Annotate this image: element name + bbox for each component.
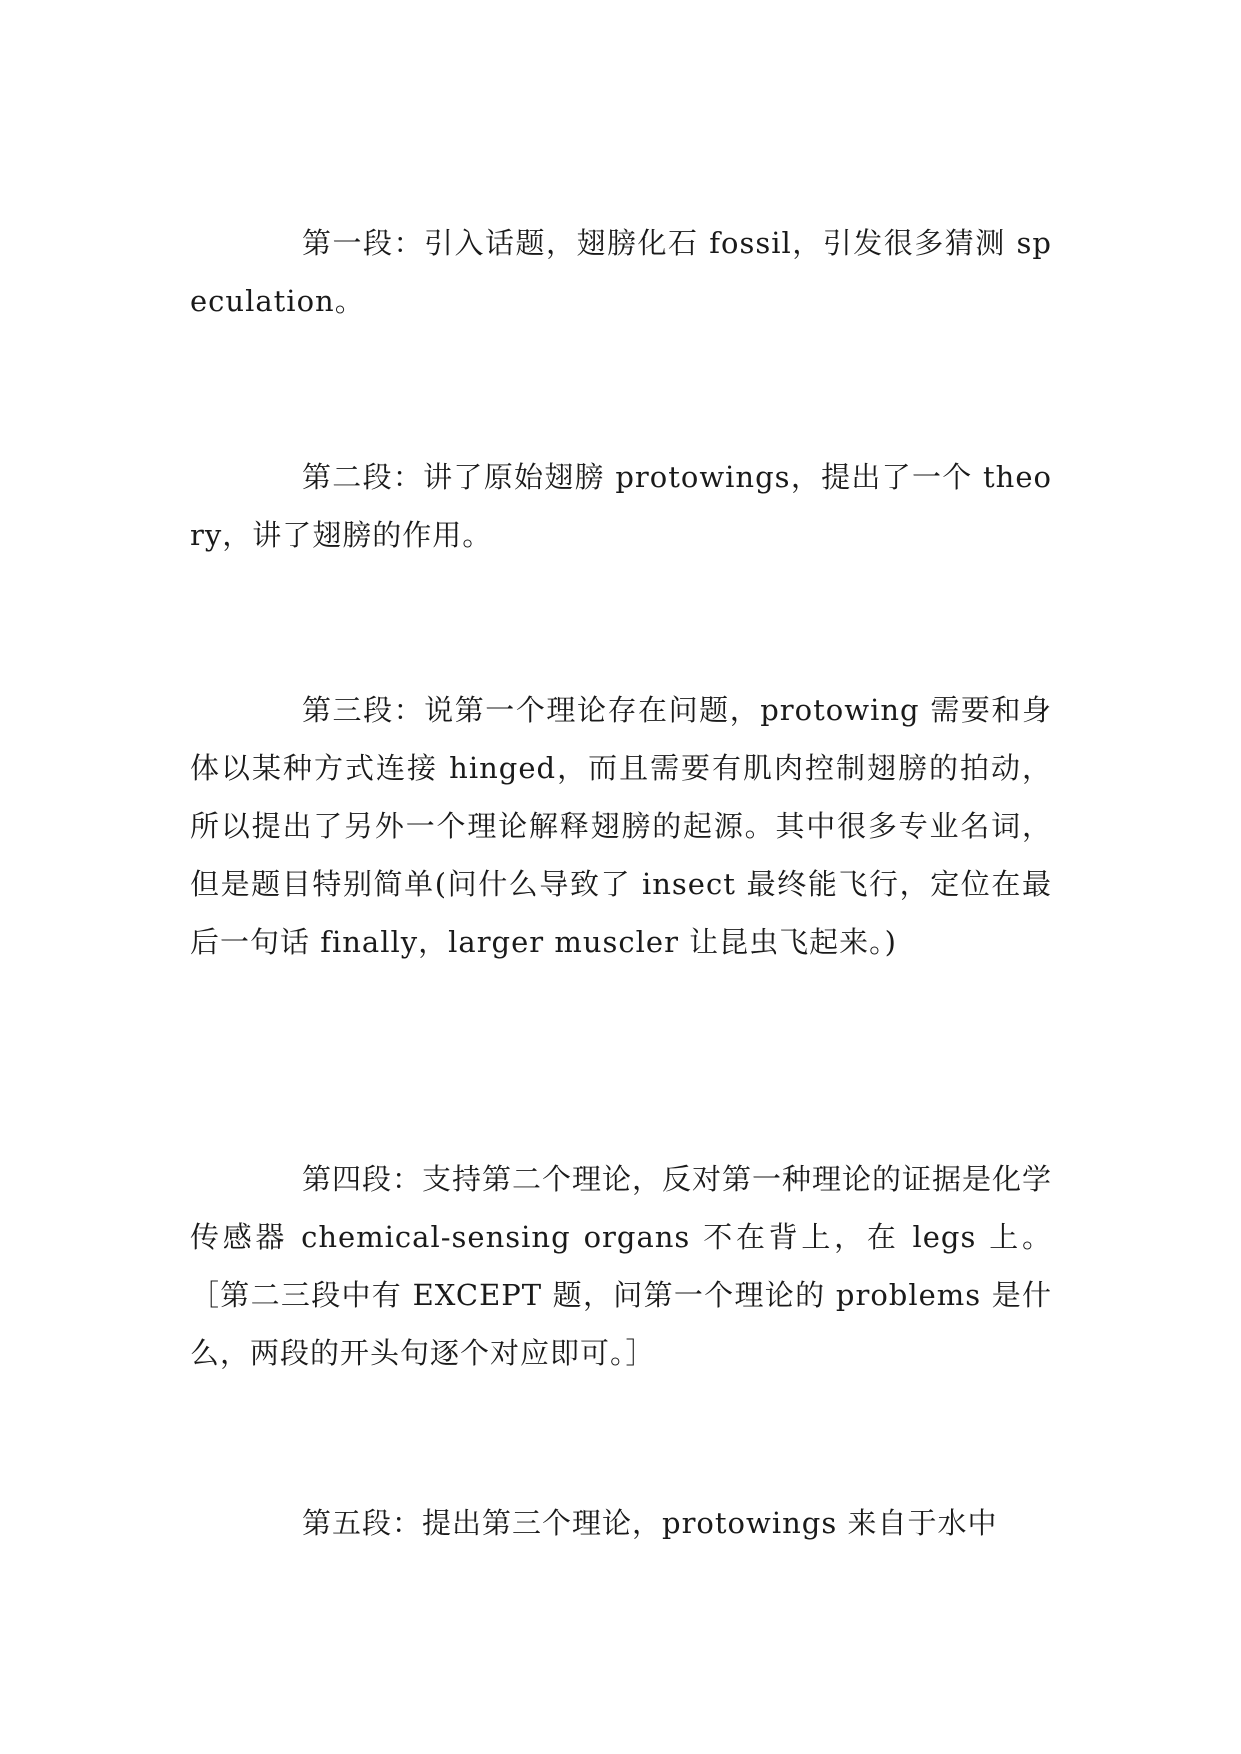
paragraph-5: 第五段：提出第三个理论，protowings 来自于水中 [302,1506,998,1540]
paragraph-2: 第二段：讲了原始翅膀 protowings，提出了一个 theory，讲了翅膀的作用。 [190,460,1052,552]
paragraph-3: 第三段：说第一个理论存在问题，protowing 需要和身体以某种方式连接 hinged，而且需要有肌肉控制翅膀的拍动，所以提出了另外一个理论解释翅膀的起源。其中很多专业名词，但是题目特别简单(问什么导致了 insect 最终能飞行，定位在最后一句话 finally，larger muscler 让昆虫飞起来。) [190,693,1052,959]
paragraph-4: 第四段：支持第二个理论，反对第一种理论的证据是化学传感器 chemical-sensing organs 不在背上，在 legs 上。［第二三段中有 EXCEPT 题，问第一个理论的 problems 是什么，两段的开头句逐个对应即可。］ [190,1162,1053,1370]
paragraph-1: 第一段：引入话题，翅膀化石 fossil，引发很多猜测 speculation。 [190,226,1052,318]
